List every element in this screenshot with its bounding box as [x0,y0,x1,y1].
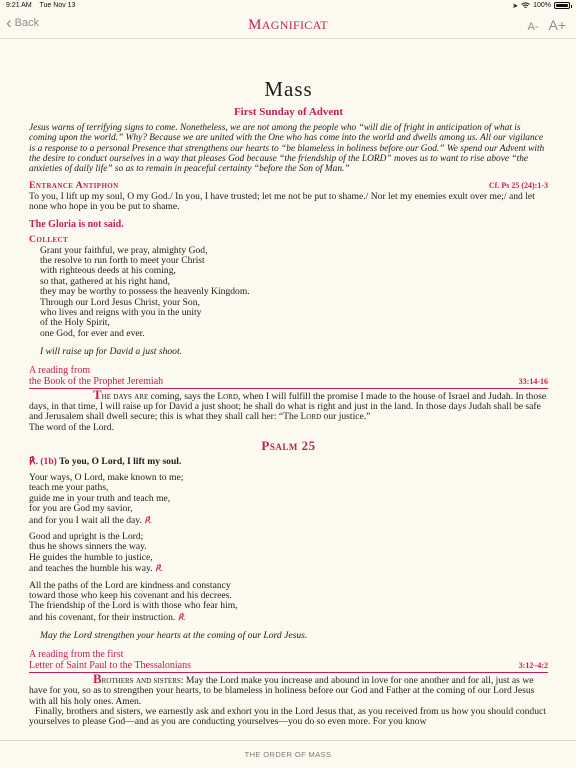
psalm-stanza [29,581,548,624]
magnificat-logo: MAGNIFICAT [248,17,328,33]
entrance-antiphon-ref: Cf. Ps 25 (24):1-3 [488,181,548,191]
stanza-line: He guides the humble to justice, [29,551,153,563]
back-label: Back [14,17,40,29]
section-footer[interactable] [0,740,576,768]
first-reading-text: The days are coming, says the Lord, when I will fulfill the promise I made to the house of Israel and Judah. In those days, in that time, I will raise up for David a just shoot; he shall do what is right and just in the land. In those days Judah shall be safe and Jerusalem shall dwell secure; this is what they shall call her: “The Lord our justice.” [29,386,547,423]
response-icon: ℟. [154,563,163,574]
decrease-font-button[interactable]: A- [527,21,539,33]
collect-line: Through our Lord Jesus Christ, your Son, [40,296,200,308]
page-title: Mass [264,77,313,101]
font-size-controls [527,17,566,33]
status-time: 9:21 AM [6,2,32,9]
psalm-stanza [29,473,548,526]
first-reading-book: the Book of the Prophet Jeremiah [29,375,164,387]
entrance-antiphon-label: Entrance Antiphon [29,180,119,192]
first-reading-closing: The word of the Lord. [29,421,114,433]
mass-content[interactable] [29,40,548,740]
second-reading-book: Letter of Saint Paul to the Thessalonians [29,659,192,671]
stanza-line: and for you I wait all the day. ℟. [29,514,153,526]
status-date: Tue Nov 13 [39,2,76,9]
second-reading-ref: 3:12–4:2 [518,660,548,670]
response-icon: ℟. [177,611,186,622]
stanza-line: for you are God my savior, [29,503,133,515]
second-reading-text: Brothers and sisters: May the Lord make you increase and abound in love for one another and for all, just as we have for you, so as to strengthen your hearts, to be blameless in holiness before our God and Father at the coming of our Lord Jesus with all his holy ones. Amen. [29,670,535,707]
psalm-stanza [29,532,548,575]
stanza-line: All the paths of the Lord are kindness and constancy [29,579,231,591]
second-reading-text-continued: Finally, brothers and sisters, we earnestly ask and exhort you in the Lord Jesus that, as you received from us how you should conduct yourselves to please God—and as you are conducting yourselves—you do so even more. For you know [29,705,546,728]
battery-percent: 100% [533,2,551,9]
collect-line: who lives and reigns with you in the unity [40,306,202,318]
collect-label: Collect [29,234,69,246]
collect-line: Grant your faithful, we pray, almighty God, [40,244,208,256]
chevron-left-icon: ‹ [6,13,12,32]
collect-line: with righteous deeds at his coming, [40,265,176,277]
collect-prayer [29,246,548,340]
gospel-acclamation-text: May the Lord strengthen your hearts at the coming of our Lord Jesus. [40,630,308,642]
stanza-line: toward those who keep his covenant and his decrees. [29,590,232,602]
psalm-title: Psalm 25 [261,438,316,454]
battery-icon [554,2,570,9]
stanza-line: and teaches the humble his way. ℟. [29,563,163,575]
wifi-icon [521,2,530,9]
page-subtitle: First Sunday of Advent [233,106,344,118]
location-icon: ➤ [512,2,519,10]
stanza-line: Good and upright is the Lord; [29,531,144,543]
stanza-line: guide me in your truth and teach me, [29,492,171,504]
first-reading-ref: 33:14-16 [518,376,548,386]
response-icon: ℟. [144,514,153,525]
stanza-line: teach me your paths, [29,482,109,494]
navigation-bar [0,11,576,39]
psalm-response: ℟. (1b) To you, O Lord, I lift my soul. [29,455,182,467]
response-marker: ℟. (1b) [29,455,57,467]
stanza-line: The friendship of the Lord is with those who fear him, [29,600,238,612]
entrance-antiphon-text: To you, I lift up my soul, O my God./ In you, I have trusted; let me not be put to shame./ Nor let my enemies exult over me;/ and let none who hope in you be put to shame. [29,190,535,213]
introduction-text: Jesus warns of terrifying signs to come. Nonetheless, we are not among the people who “will die of fright in anticipation of what is coming upon the world.” Why? Because we are united with the One who has come into the world and dwells among us. All our vigilance is a response to a personal Presence that strengthens our hearts to “be blameless in holiness before our God.” We spend our Advent with the desire to conduct ourselves in a way that pleases God because “the friendship of the LORD” moves us to want to rise above “the anxieties of daily life” so as to remain in peaceful certainty “before the Son of Man.” [29,123,545,175]
gloria-rubric: The Gloria is not said. [29,218,124,230]
collect-line: one God, for ever and ever. [40,327,145,339]
communion-antiphon-text: I will raise up for David a just shoot. [40,346,183,358]
section-label: THE ORDER OF MASS [244,750,332,759]
second-reading-header [29,649,548,673]
collect-line: of the Holy Spirit, [40,317,110,329]
collect-line: so that, gathered at his right hand, [40,275,171,287]
first-reading-header [29,365,548,389]
increase-font-button[interactable]: A+ [548,17,566,33]
status-bar [0,0,576,11]
first-reading-heading-line1: A reading from [29,364,91,376]
second-reading-heading-line1: A reading from the first [29,648,124,660]
collect-line: the resolve to run forth to meet your Christ [40,254,205,266]
collect-line: they may be worthy to possess the heavenly Kingdom. [40,286,250,298]
stanza-line: and his covenant, for their instruction. ℟. [29,611,186,623]
stanza-line: Your ways, O Lord, make known to me; [29,472,184,484]
stanza-line: thus he shows sinners the way. [29,541,147,553]
